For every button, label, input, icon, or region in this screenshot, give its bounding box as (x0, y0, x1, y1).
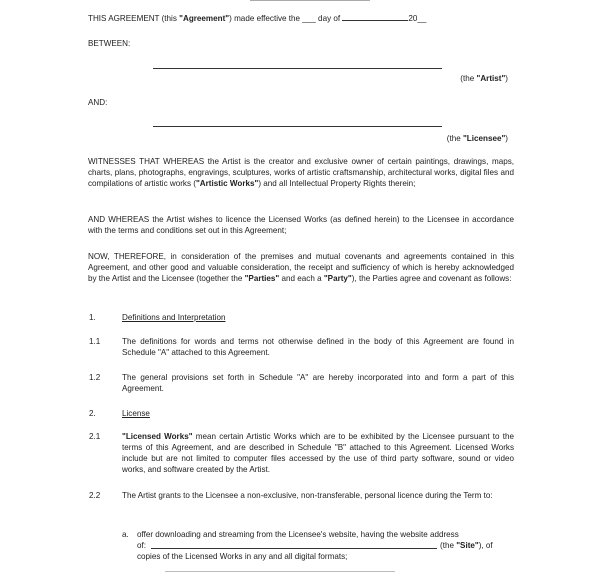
clause-1-1-text: The definitions for words and terms not otherwise defined in the body of this Agreement are found in Schedule "A" attached to this Agreement. (122, 337, 514, 357)
bottom-cut-text (165, 571, 395, 576)
site-term: "Site" (456, 541, 479, 550)
clause-1-2-text: The general provisions set forth in Schedule "A" are hereby incorporated into and form a part of this Agreement. (122, 373, 514, 393)
party-term: "Party" (323, 274, 352, 283)
section-1-title: Definitions and Interpretation (122, 313, 226, 322)
licensee-label: (the "Licensee") (446, 134, 508, 143)
licensed-works-term: "Licensed Works" (122, 432, 193, 441)
licensee-term: "Licensee" (462, 134, 506, 143)
clause-1-2-number: 1.2 (89, 373, 101, 382)
intro-term: "Agreement" (179, 14, 230, 23)
section-2-title: License (122, 409, 150, 418)
whereas-paragraph: AND WHEREAS the Artist wishes to licence the Licensed Works (as defined herein) to the Licensee in accordance with the terms and conditions set out in this Agreement; (88, 215, 514, 235)
item-a-of: of: (137, 541, 146, 550)
site-label: (the "Site"), of (440, 541, 493, 550)
artistic-works-term: "Artistic Works" (195, 179, 259, 188)
website-address-blank (151, 548, 437, 549)
therefore-paragraph: NOW, THEREFORE, in consideration of the premises and mutual covenants and agreements contained in this Agreement, and other good and valuable consideration, the receipt and sufficiency of which is hereby acknowledged by the Artist and the Licensee (together the "Parties" and each a "Party"), the Parties agree and covenant as follows: (88, 252, 514, 283)
clause-2-1-text: "Licensed Works" mean certain Artistic Works which are to be exhibited by the Licensee pursuant to the terms of this Agreement, and are described in Schedule "B" attached to this Agreement. Licensed Works include but are not limited to computer files accessed by the use of third party software, sound or video works, and software created by the Artist. (122, 432, 514, 474)
intro-line (88, 12, 508, 24)
parties-term: "Parties" (244, 274, 280, 283)
artist-term: "Artist" (476, 74, 506, 83)
clause-2-2-number: 2.2 (89, 491, 101, 500)
item-a-line-1: offer downloading and streaming from the Licensee's website, having the website address (137, 530, 459, 539)
clause-2-1-number: 2.1 (89, 432, 101, 441)
between-label: BETWEEN: (88, 39, 131, 48)
top-rule (250, 0, 370, 1)
date-blank (342, 12, 408, 21)
witnesses-paragraph: WITNESSES THAT WHEREAS the Artist is the creator and exclusive owner of certain paintings, drawings, maps, charts, plans, photographs, engravings, sculptures, works of artistic craftsmanship, architectural works, digital files and compilations of artistic works ("Artistic Works") and all Intellectual Property Rights therein; (88, 157, 514, 188)
artist-label: (the "Artist") (460, 74, 508, 83)
artist-signature-line (153, 68, 442, 69)
section-2-number: 2. (89, 409, 96, 418)
and-label: AND: (88, 98, 108, 107)
section-1-number: 1. (89, 313, 96, 322)
intro-year: 20__ (408, 14, 427, 23)
licensee-signature-line (153, 126, 442, 127)
intro-text-post: ) made effective the ___ day of (229, 14, 341, 23)
clause-1-1-number: 1.1 (89, 337, 101, 346)
intro-text-pre: THIS AGREEMENT (this (88, 14, 180, 23)
item-a-line-3: copies of the Licensed Works in any and all digital formats; (137, 552, 348, 561)
clause-2-2-text: The Artist grants to the Licensee a non-exclusive, non-transferable, personal licence during the Term to: (122, 491, 493, 500)
item-a-marker: a. (122, 530, 129, 539)
